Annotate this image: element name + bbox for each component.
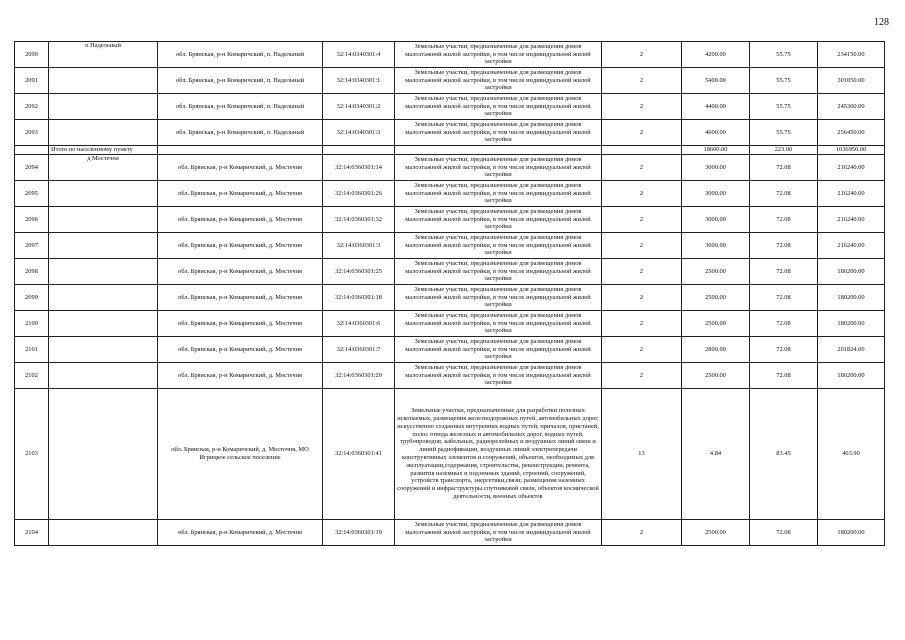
cadastral-value-cell: 245300.00 — [818, 94, 885, 120]
area-cell: 4600.00 — [682, 120, 750, 146]
land-use-cell: Земельные участки, предназначенные для размещения домов малоэтажной жилой застройки, в том числе индивидуальной жилой застройки — [395, 233, 602, 259]
land-use-cell: Земельные участки, предназначенные для размещения домов малоэтажной жилой застройки, в том числе индивидуальной жилой застройки — [395, 68, 602, 94]
locality-cell — [49, 94, 158, 120]
cadastral-number-cell: 32:14:0340301:1 — [323, 68, 395, 94]
use-group-cell: 2 — [602, 181, 682, 207]
area-cell: 3000.00 — [682, 233, 750, 259]
row-number: 2096 — [15, 207, 49, 233]
cadastral-value-cell: 216240.00 — [818, 155, 885, 181]
locality-cell — [49, 233, 158, 259]
address-cell: обл. Брянская, р-н Комаричский, п. Надельный — [158, 94, 323, 120]
cadastral-value-cell: 201824.00 — [818, 337, 885, 363]
area-cell: 2800.00 — [682, 337, 750, 363]
area-cell: 5400.00 — [682, 68, 750, 94]
cadastral-value-cell: 403.90 — [818, 389, 885, 520]
cadastral-value-cell: 216240.00 — [818, 233, 885, 259]
cadastral-number-cell: 32:14:0360301:7 — [323, 337, 395, 363]
specific-value-cell: 55.75 — [750, 68, 818, 94]
use-group-cell: 2 — [602, 120, 682, 146]
cadastral-value-cell: 180200.00 — [818, 363, 885, 389]
row-number: 2102 — [15, 363, 49, 389]
locality-cell — [49, 259, 158, 285]
land-use-cell: Земельные участки, предназначенные для размещения домов малоэтажной жилой застройки, в том числе индивидуальной жилой застройки — [395, 181, 602, 207]
cadastral-number-cell: 32:14:0360301:32 — [323, 207, 395, 233]
land-use-cell: Земельные участки, предназначенные для размещения домов малоэтажной жилой застройки, в том числе индивидуальной жилой застройки — [395, 94, 602, 120]
subtotal-empty — [15, 146, 49, 155]
table-row — [15, 363, 885, 389]
use-group-cell: 2 — [602, 68, 682, 94]
locality-cell — [49, 337, 158, 363]
cadastral-value-cell: 180200.00 — [818, 259, 885, 285]
locality-cell — [49, 389, 158, 520]
land-use-cell: Земельные участки, предназначенные для размещения домов малоэтажной жилой застройки, в том числе индивидуальной жилой застройки — [395, 285, 602, 311]
use-group-cell: 13 — [602, 389, 682, 520]
table-row — [15, 68, 885, 94]
table-row — [15, 42, 885, 68]
row-number: 2099 — [15, 285, 49, 311]
address-cell: обл. Брянская, р-н Комаричский, д. Мостечня — [158, 311, 323, 337]
area-cell: 3000.00 — [682, 181, 750, 207]
row-number: 2092 — [15, 94, 49, 120]
row-number: 2103 — [15, 389, 49, 520]
area-cell: 2500.00 — [682, 259, 750, 285]
specific-value-cell: 72.08 — [750, 363, 818, 389]
cadastral-value-cell: 216240.00 — [818, 181, 885, 207]
subtotal-empty — [158, 146, 323, 155]
cadastral-number-cell: 32:14:0360301:29 — [323, 363, 395, 389]
cadastral-number-cell: 32:14:0360301:14 — [323, 155, 395, 181]
cadastral-number-cell: 32:14:0340301:4 — [323, 42, 395, 68]
land-use-cell: Земельные участки, предназначенные для размещения домов малоэтажной жилой застройки, в том числе индивидуальной жилой застройки — [395, 259, 602, 285]
cadastral-value-cell: 180200.00 — [818, 285, 885, 311]
row-number: 2091 — [15, 68, 49, 94]
cadastral-number-cell: 32:14:0360301:25 — [323, 259, 395, 285]
cadastral-value-cell: 301050.00 — [818, 68, 885, 94]
cadastral-number-cell: 32:14:0340301:3 — [323, 120, 395, 146]
specific-value-cell: 72.08 — [750, 207, 818, 233]
address-cell: обл. Брянская, р-н Комаричский, д. Мостечня — [158, 337, 323, 363]
specific-value-cell: 72.08 — [750, 155, 818, 181]
locality-cell — [49, 520, 158, 546]
table-row — [15, 155, 885, 181]
subtotal-empty — [395, 146, 602, 155]
row-number: 2097 — [15, 233, 49, 259]
address-cell: обл. Брянская, р-н Комаричский, д. Мостечня — [158, 285, 323, 311]
locality-cell — [49, 207, 158, 233]
specific-value-cell: 72.08 — [750, 233, 818, 259]
address-cell: обл. Брянская, р-н Комаричский, п. Надельный — [158, 120, 323, 146]
land-use-cell: Земельные участки, предназначенные для размещения домов малоэтажной жилой застройки, в том числе индивидуальной жилой застройки — [395, 42, 602, 68]
subtotal-label: Итого по населенному пункту — [49, 146, 158, 155]
row-number: 2094 — [15, 155, 49, 181]
table-row — [15, 520, 885, 546]
address-cell: обл. Брянская, р-н Комаричский, д. Мостечня — [158, 233, 323, 259]
table-row — [15, 337, 885, 363]
land-use-cell: Земельные участки, предназначенные для размещения домов малоэтажной жилой застройки, в том числе индивидуальной жилой застройки — [395, 311, 602, 337]
area-cell: 3000.00 — [682, 207, 750, 233]
page-number: 128 — [874, 17, 889, 28]
subtotal-price: 223.00 — [750, 146, 818, 155]
address-cell: обл. Брянская, р-н Комаричский, д. Мостечня — [158, 155, 323, 181]
locality-cell: д Мостечня — [49, 155, 158, 181]
land-use-cell: Земельные участки, предназначенные для разработки полезных ископаемых, размещения железнодорожных путей, автомобильных дорог, искусственно созданных внутренних водных путей, причалов, пристаней, полос отвода железных и автомобильных дорог, водных путей, трубопроводов, кабельных, радиорелейных и воздушных линий связи и линий радиофикации, воздушных линий электропередачи конструктивных элементов и сооружений, объектов, необходимых для эксплуатации,содержания, строительства, реконструкции, ремонта, развития наземных и подземных зданий, строений, сооружений, устройств транспорта, энергетики,связи; размещения наземных сооружений и инфраструктуры спутниковой связи, объектов космической деятельности, военных объектов — [395, 389, 602, 520]
use-group-cell: 2 — [602, 311, 682, 337]
cadastral-number-cell: 32:14:0360301:3 — [323, 233, 395, 259]
table-row — [15, 94, 885, 120]
table-row — [15, 311, 885, 337]
use-group-cell: 2 — [602, 285, 682, 311]
area-cell: 2500.00 — [682, 363, 750, 389]
address-cell: обл. Брянская, р-н Комаричский, д. Мостечня — [158, 181, 323, 207]
land-use-cell: Земельные участки, предназначенные для размещения домов малоэтажной жилой застройки, в том числе индивидуальной жилой застройки — [395, 363, 602, 389]
use-group-cell: 2 — [602, 42, 682, 68]
specific-value-cell: 72.08 — [750, 259, 818, 285]
use-group-cell: 2 — [602, 94, 682, 120]
table-row — [15, 181, 885, 207]
area-cell: 4400.00 — [682, 94, 750, 120]
table-row — [15, 207, 885, 233]
cadastral-value-cell: 256450.00 — [818, 120, 885, 146]
use-group-cell: 2 — [602, 207, 682, 233]
area-cell: 2500.00 — [682, 311, 750, 337]
subtotal-empty — [323, 146, 395, 155]
row-number: 2090 — [15, 42, 49, 68]
land-use-cell: Земельные участки, предназначенные для размещения домов малоэтажной жилой застройки, в том числе индивидуальной жилой застройки — [395, 120, 602, 146]
address-cell: обл. Брянская, р-н Комаричский, д. Мостечня — [158, 520, 323, 546]
use-group-cell: 2 — [602, 337, 682, 363]
table-row — [15, 120, 885, 146]
table-row — [15, 389, 885, 520]
locality-cell — [49, 363, 158, 389]
table-row — [15, 233, 885, 259]
use-group-cell: 2 — [602, 259, 682, 285]
specific-value-cell: 72.08 — [750, 285, 818, 311]
locality-cell — [49, 120, 158, 146]
address-cell: обл. Брянская, р-н Комаричский, д. Мостечня, МО Игрицкое сельское поселение — [158, 389, 323, 520]
cadastral-value-cell: 234150.00 — [818, 42, 885, 68]
table-row — [15, 259, 885, 285]
cadastral-number-cell: 32:14:0360301:26 — [323, 181, 395, 207]
address-cell: обл. Брянская, р-н Комаричский, д. Мостечня — [158, 363, 323, 389]
specific-value-cell: 72.08 — [750, 181, 818, 207]
address-cell: обл. Брянская, р-н Комаричский, п. Надельный — [158, 42, 323, 68]
row-number: 2100 — [15, 311, 49, 337]
specific-value-cell: 72.08 — [750, 311, 818, 337]
area-cell: 2500.00 — [682, 285, 750, 311]
locality-cell: п Надельный — [49, 42, 158, 68]
specific-value-cell: 72.08 — [750, 520, 818, 546]
subtotal-total: 1036950.00 — [818, 146, 885, 155]
land-use-cell: Земельные участки, предназначенные для размещения домов малоэтажной жилой застройки, в том числе индивидуальной жилой застройки — [395, 520, 602, 546]
land-use-cell: Земельные участки, предназначенные для размещения домов малоэтажной жилой застройки, в том числе индивидуальной жилой застройки — [395, 155, 602, 181]
area-cell: 4.84 — [682, 389, 750, 520]
use-group-cell: 2 — [602, 520, 682, 546]
row-number: 2093 — [15, 120, 49, 146]
row-number: 2101 — [15, 337, 49, 363]
use-group-cell: 2 — [602, 233, 682, 259]
address-cell: обл. Брянская, р-н Комаричский, д. Мостечня — [158, 259, 323, 285]
cadastral-number-cell: 32:14:0360301:41 — [323, 389, 395, 520]
address-cell: обл. Брянская, р-н Комаричский, п. Надельный — [158, 68, 323, 94]
locality-cell — [49, 68, 158, 94]
specific-value-cell: 55.75 — [750, 120, 818, 146]
row-number: 2098 — [15, 259, 49, 285]
specific-value-cell: 72.08 — [750, 337, 818, 363]
land-registry-table — [14, 41, 885, 546]
locality-cell — [49, 311, 158, 337]
subtotal-row — [15, 146, 885, 155]
cadastral-value-cell: 180200.00 — [818, 520, 885, 546]
area-cell: 4200.00 — [682, 42, 750, 68]
cadastral-number-cell: 32:14:0360301:19 — [323, 520, 395, 546]
land-use-cell: Земельные участки, предназначенные для размещения домов малоэтажной жилой застройки, в том числе индивидуальной жилой застройки — [395, 207, 602, 233]
subtotal-area: 18600.00 — [682, 146, 750, 155]
subtotal-empty — [602, 146, 682, 155]
cadastral-number-cell: 32:14:0340301:2 — [323, 94, 395, 120]
area-cell: 2500.00 — [682, 520, 750, 546]
specific-value-cell: 55.75 — [750, 94, 818, 120]
locality-cell — [49, 285, 158, 311]
land-use-cell: Земельные участки, предназначенные для размещения домов малоэтажной жилой застройки, в том числе индивидуальной жилой застройки — [395, 337, 602, 363]
row-number: 2095 — [15, 181, 49, 207]
row-number: 2104 — [15, 520, 49, 546]
cadastral-value-cell: 216240.00 — [818, 207, 885, 233]
cadastral-value-cell: 180200.00 — [818, 311, 885, 337]
use-group-cell: 2 — [602, 155, 682, 181]
locality-cell — [49, 181, 158, 207]
area-cell: 3000.00 — [682, 155, 750, 181]
specific-value-cell: 83.45 — [750, 389, 818, 520]
cadastral-number-cell: 32:14:0360301:6 — [323, 311, 395, 337]
table-row — [15, 285, 885, 311]
address-cell: обл. Брянская, р-н Комаричский, д. Мостечня — [158, 207, 323, 233]
cadastral-number-cell: 32:14:0360301:18 — [323, 285, 395, 311]
use-group-cell: 2 — [602, 363, 682, 389]
specific-value-cell: 55.75 — [750, 42, 818, 68]
